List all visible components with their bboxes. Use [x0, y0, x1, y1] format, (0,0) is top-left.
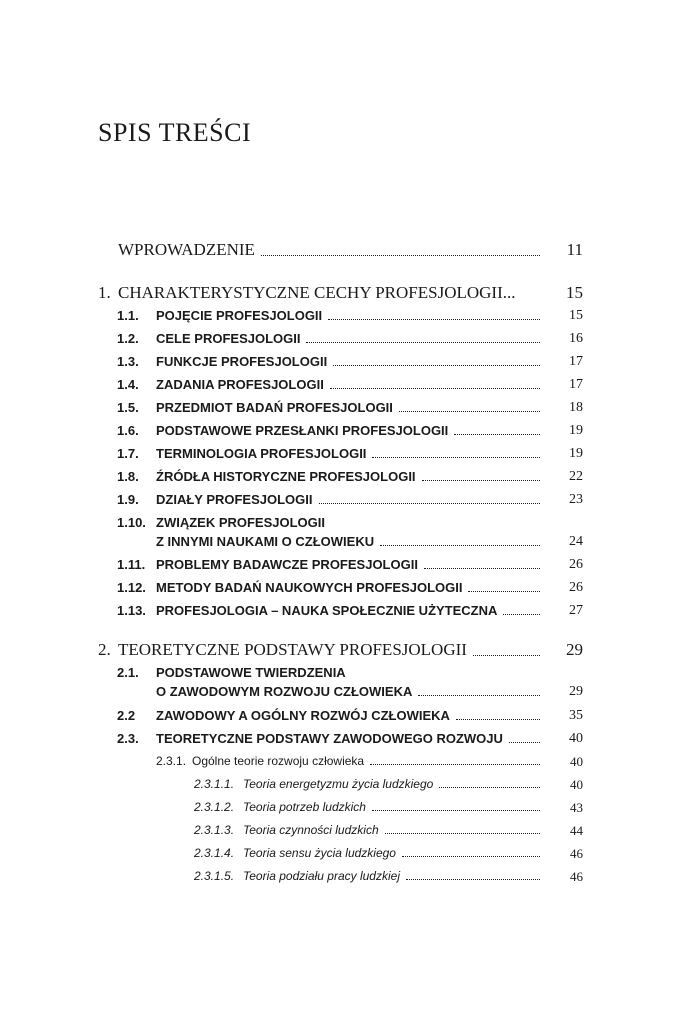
section-title: Teoria sensu życia ludzkiego: [243, 846, 396, 860]
toc-entry-page: 16: [569, 331, 583, 346]
toc-entry-page: 35: [569, 708, 583, 723]
section-title: ŹRÓDŁA HISTORYCZNE PROFESJOLOGII: [156, 469, 416, 484]
section-title: POJĘCIE PROFESJOLOGII: [156, 308, 323, 323]
subsection-title: Ogólne teorie rozwoju człowieka: [192, 754, 365, 768]
toc-entry-page: 40: [570, 777, 583, 792]
section-number: 1.9.: [117, 492, 139, 507]
dot-leader: [424, 557, 540, 572]
dot-leader: [418, 684, 540, 699]
toc-section-1-13[interactable]: [117, 603, 546, 618]
dot-leader: [454, 423, 540, 438]
dot-leader: [261, 240, 540, 260]
section-title: PROFESJOLOGIA – NAUKA SPOŁECZNIE UŻYTECZNA: [156, 603, 498, 618]
section-title: ZAWODOWY A OGÓLNY ROZWÓJ CZŁOWIEKA: [156, 708, 450, 723]
section-title-line-2: O ZAWODOWYM ROZWOJU CZŁOWIEKA: [156, 684, 413, 699]
toc-section-1-5[interactable]: [117, 400, 546, 415]
toc-subsubsection[interactable]: [194, 800, 546, 814]
dot-leader: [333, 354, 540, 369]
section-number: 1.8.: [117, 469, 139, 484]
toc-section-2-3[interactable]: [117, 731, 546, 746]
toc-entry-page: 44: [570, 823, 583, 838]
section-number: 2.3.1.1.: [194, 777, 235, 791]
section-number: 2.3.1.3.: [194, 823, 235, 837]
toc-entry-title: WPROWADZENIE: [118, 240, 255, 259]
toc-entry-page: 26: [569, 580, 583, 595]
toc-subsubsection[interactable]: [194, 777, 546, 791]
section-title: PROBLEMY BADAWCZE PROFESJOLOGII: [156, 557, 418, 572]
toc-entry-page: 46: [570, 869, 583, 884]
toc-entry-page: 18: [569, 400, 583, 415]
toc-chapter-2[interactable]: [98, 640, 546, 660]
toc-entry-page: 26: [569, 557, 583, 572]
dot-leader: [330, 377, 540, 392]
section-number: 1.10.: [117, 515, 146, 530]
toc-section-1-2[interactable]: [117, 331, 546, 346]
section-number: 1.2.: [117, 331, 139, 346]
section-number: 1.12.: [117, 580, 146, 595]
section-number: 1.1.: [117, 308, 139, 323]
toc-section-2-2[interactable]: [117, 708, 546, 723]
page-title: SPIS TREŚCI: [98, 118, 252, 147]
toc-entry-page: 15: [566, 283, 583, 302]
dot-leader: [328, 308, 540, 323]
section-title: ZWIĄZEK PROFESJOLOGII: [156, 515, 326, 530]
section-number: 1.11.: [117, 557, 146, 572]
toc-entry-page: 17: [569, 354, 583, 369]
section-title-continuation[interactable]: [156, 684, 546, 699]
dot-leader: [402, 846, 540, 860]
dot-leader: [406, 869, 540, 883]
toc-entry-intro[interactable]: [118, 240, 546, 260]
subsection-number: 2.3.1.: [156, 754, 187, 768]
dot-leader: [380, 534, 540, 549]
toc-chapter-1[interactable]: [98, 283, 548, 303]
toc-entry-page: 19: [569, 446, 583, 461]
section-title: METODY BADAŃ NAUKOWYCH PROFESJOLOGII: [156, 580, 463, 595]
toc-entry-page: 29: [569, 684, 583, 699]
section-number: 1.4.: [117, 377, 139, 392]
toc-subsubsection[interactable]: [194, 846, 546, 860]
toc-entry-page: 24: [569, 534, 583, 549]
toc-section-1-3[interactable]: [117, 354, 546, 369]
section-title: Teoria energetyzmu życia ludzkiego: [243, 777, 434, 791]
section-title-line-2: Z INNYMI NAUKAMI O CZŁOWIEKU: [156, 534, 375, 549]
toc-entry-page: 46: [570, 846, 583, 861]
toc-section-1-7[interactable]: [117, 446, 546, 461]
dot-leader: [503, 603, 540, 618]
chapter-title: TEORETYCZNE PODSTAWY PROFESJOLOGII: [118, 640, 467, 659]
toc-entry-page: 15: [569, 308, 583, 323]
dot-leader: [385, 823, 540, 837]
dot-leader: [422, 469, 540, 484]
toc-entry-page: 29: [566, 640, 583, 659]
dot-leader: [372, 446, 540, 461]
section-number: 1.7.: [117, 446, 139, 461]
dot-leader: [456, 708, 540, 723]
section-number: 2.3.1.2.: [194, 800, 235, 814]
toc-subsubsection[interactable]: [194, 823, 546, 837]
toc-section-1-9[interactable]: [117, 492, 546, 507]
section-number: 2.3.1.4.: [194, 846, 235, 860]
section-title: PODSTAWOWE TWIERDZENIA: [156, 665, 346, 680]
section-number: 2.3.: [117, 731, 139, 746]
toc-entry-page: 19: [569, 423, 583, 438]
section-title: Teoria podziału pracy ludzkiej: [243, 869, 400, 883]
section-number: 2.3.1.5.: [194, 869, 235, 883]
chapter-title: CHARAKTERYSTYCZNE CECHY PROFESJOLOGII...: [118, 283, 516, 302]
toc-section-1-1[interactable]: [117, 308, 546, 323]
toc-entry-page: 40: [570, 754, 583, 769]
toc-section-2-1[interactable]: [117, 665, 546, 680]
section-number: 1.5.: [117, 400, 139, 415]
toc-subsubsection[interactable]: [194, 869, 546, 883]
section-title: TERMINOLOGIA PROFESJOLOGII: [156, 446, 367, 461]
toc-section-1-12[interactable]: [117, 580, 546, 595]
toc-entry-page: 17: [569, 377, 583, 392]
toc-section-1-8[interactable]: [117, 469, 546, 484]
dot-leader: [439, 777, 540, 791]
dot-leader: [306, 331, 540, 346]
dot-leader: [372, 800, 540, 814]
section-number: 2.2: [117, 708, 136, 723]
toc-entry-page: 40: [569, 731, 583, 746]
toc-section-1-6[interactable]: [117, 423, 546, 438]
dot-leader: [509, 731, 540, 746]
section-title-continuation[interactable]: [156, 534, 546, 549]
section-title: CELE PROFESJOLOGII: [156, 331, 301, 346]
dot-leader: [319, 492, 540, 507]
dot-leader: [468, 580, 540, 595]
toc-section-1-10[interactable]: [117, 515, 546, 530]
dot-leader: [473, 640, 540, 660]
toc-entry-page: 22: [569, 469, 583, 484]
section-title: Teoria czynności ludzkich: [243, 823, 379, 837]
toc-subsection-2-3-1[interactable]: [156, 754, 546, 768]
section-number: 2.1.: [117, 665, 139, 680]
chapter-number: 1.: [98, 283, 111, 302]
section-number: 1.13.: [117, 603, 146, 618]
toc-section-1-4[interactable]: [117, 377, 546, 392]
toc-entry-page: 11: [566, 240, 583, 259]
section-title: Teoria potrzeb ludzkich: [243, 800, 366, 814]
toc-entry-page: 27: [569, 603, 583, 618]
toc-entry-page: 23: [569, 492, 583, 507]
section-title: PRZEDMIOT BADAŃ PROFESJOLOGII: [156, 400, 393, 415]
dot-leader: [370, 754, 540, 768]
section-title: FUNKCJE PROFESJOLOGII: [156, 354, 328, 369]
toc-entry-page: 43: [570, 800, 583, 815]
toc-section-1-11[interactable]: [117, 557, 546, 572]
section-title: ZADANIA PROFESJOLOGII: [156, 377, 324, 392]
section-title: PODSTAWOWE PRZESŁANKI PROFESJOLOGII: [156, 423, 449, 438]
chapter-number: 2.: [98, 640, 111, 659]
dot-leader: [399, 400, 540, 415]
section-number: 1.3.: [117, 354, 139, 369]
section-title: DZIAŁY PROFESJOLOGII: [156, 492, 313, 507]
section-number: 1.6.: [117, 423, 139, 438]
section-title: TEORETYCZNE PODSTAWY ZAWODOWEGO ROZWOJU: [156, 731, 503, 746]
